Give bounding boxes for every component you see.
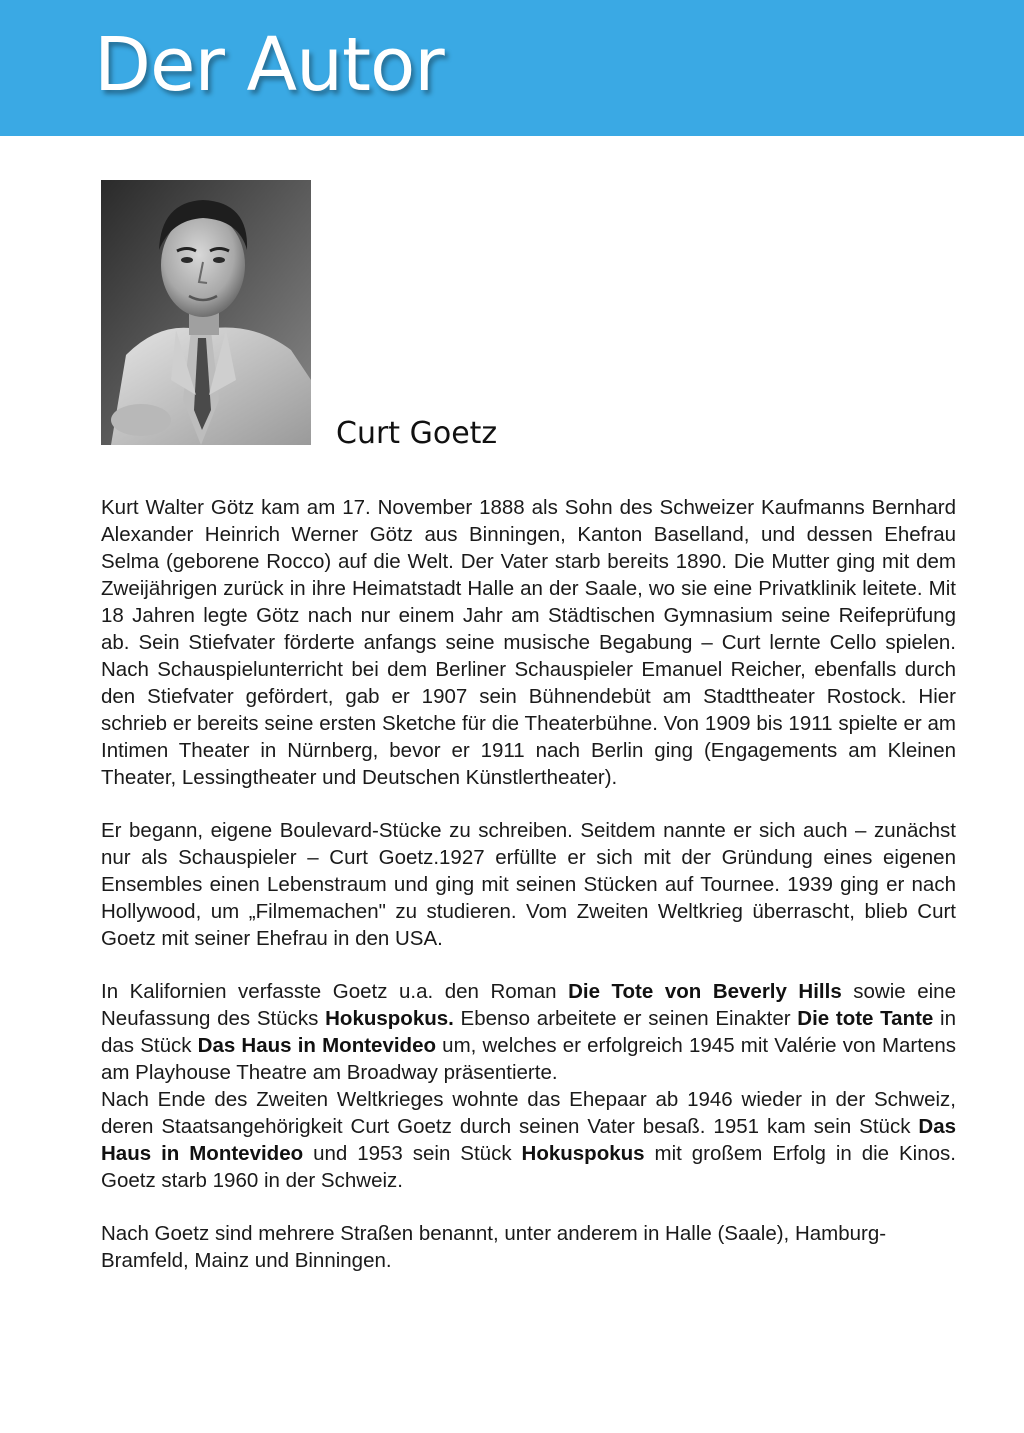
portrait-photo-icon: [101, 180, 311, 445]
bio-text: In Kalifornien verfasste Goetz u.a. den Roman: [101, 980, 569, 1003]
page-title: Der Autor: [94, 22, 444, 108]
author-portrait: [101, 180, 311, 445]
work-title-haus-in-montevideo: Das Haus in Montevideo: [197, 1034, 436, 1057]
bio-paragraph-5: Nach Goetz sind mehrere Straßen benannt, unter anderem in Halle (Saale), Hamburg-Bramfeld, Mainz und Binningen.: [101, 1222, 887, 1272]
work-title-die-tote-tante: Die tote Tante: [797, 1007, 934, 1030]
bio-text: sowie eine Neufassung des Stücks: [101, 980, 956, 1030]
work-title-tote-von-beverly-hills: Die Tote von Beverly Hills: [568, 980, 842, 1003]
header-band: [0, 0, 1024, 136]
work-title-haus-in-montevideo: Das Haus in Montevideo: [101, 1115, 956, 1165]
biography-text: [101, 494, 956, 1300]
author-name: Curt Goetz: [336, 416, 498, 451]
bio-text: mit großem Erfolg in die Kinos. Goetz starb 1960 in der Schweiz.: [101, 1142, 956, 1192]
bio-paragraph-3: [101, 978, 956, 1086]
bio-text: um, welches er erfolgreich 1945 mit Valérie von Martens am Playhouse Theatre am Broadway präsentierte.: [101, 1034, 956, 1084]
bio-paragraph-1: Kurt Walter Götz kam am 17. November 1888 als Sohn des Schweizer Kaufmanns Bernhard Alexander Heinrich Werner Götz aus Binningen, Kanton Baselland, und dessen Ehefrau Selma (geborene Rocco) auf die Welt. Der Vater starb bereits 1890. Die Mutter ging mit dem Zweijährigen zurück in ihre Heimatstadt Halle an der Saale, wo sie eine Privatklinik leitete. Mit 18 Jahren legte Götz nach nur einem Jahr am Städtischen Gymnasium seine Reifeprüfung ab. Sein Stiefvater förderte anfangs seine musische Begabung – Curt lernte Cello spielen. Nach Schauspielunterricht bei dem Berliner Schauspieler Emanuel Reicher, ebenfalls durch den Stiefvater gefördert, gab er 1907 sein Bühnendebüt am Stadttheater Rostock. Hier schrieb er bereits seine ersten Sketche für die Theaterbühne. Von 1909 bis 1911 spielte er am Intimen Theater in Nürnberg, bevor er 1911 nach Berlin ging (Engagements am Kleinen Theater, Lessingtheater und Deutschen Künstlertheater).: [101, 496, 956, 789]
bio-text: Nach Ende des Zweiten Weltkrieges wohnte das Ehepaar ab 1946 wieder in der Schweiz, deren Staatsangehörigkeit Curt Goetz durch seinen Vater besaß. 1951 kam sein Stück: [101, 1088, 956, 1138]
bio-text: und 1953 sein Stück: [303, 1142, 522, 1165]
work-title-hokuspokus: Hokuspokus.: [325, 1007, 454, 1030]
bio-paragraph-4: [101, 1086, 956, 1194]
bio-text: in das Stück: [101, 1007, 956, 1057]
work-title-hokuspokus: Hokuspokus: [521, 1142, 645, 1165]
bio-paragraph-2: Er begann, eigene Boulevard-Stücke zu schreiben. Seitdem nannte er sich auch – zunächst nur als Schauspieler – Curt Goetz.1927 erfüllte er sich mit der Gründung eines eigenen Ensembles einen Lebenstraum und ging mit seinen Stücken auf Tournee. 1939 ging er nach Hollywood, um „Filmemachen" zu studieren. Vom Zweiten Weltkrieg überrascht, blieb Curt Goetz mit seiner Ehefrau in den USA.: [101, 819, 956, 950]
bio-text: Ebenso arbeitete er seinen Einakter: [453, 1007, 798, 1030]
